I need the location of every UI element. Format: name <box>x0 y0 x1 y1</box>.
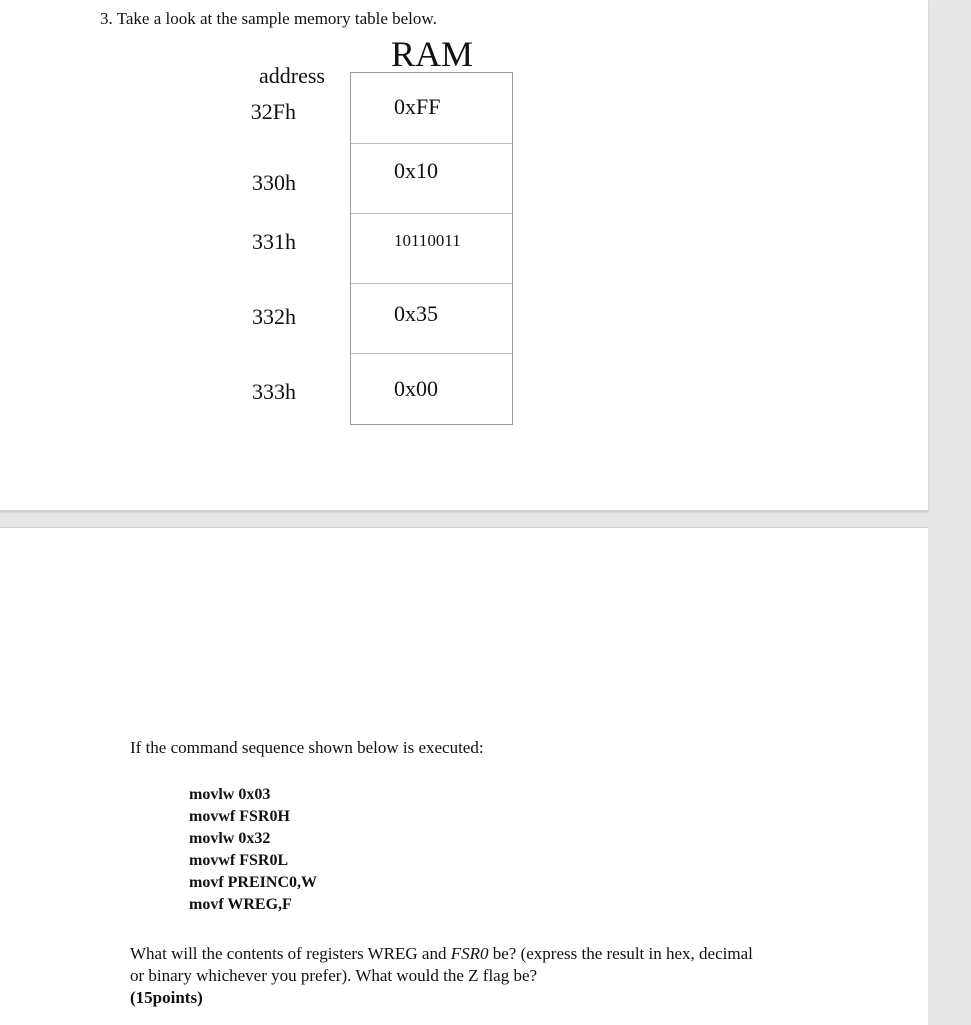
ram-value: 10110011 <box>394 231 461 250</box>
ram-cell <box>351 353 512 424</box>
ram-label: RAM <box>391 34 474 74</box>
ram-value: 0x35 <box>394 301 438 326</box>
code-line: movf PREINC0,W <box>189 874 317 891</box>
ram-cell <box>351 73 512 143</box>
prompt-fsr: FSR0 <box>450 944 489 963</box>
address-label: 330h <box>252 170 296 195</box>
intro-text: If the command sequence shown below is executed: <box>130 738 484 757</box>
code-line: movlw 0x32 <box>189 830 271 847</box>
ram-value: 0xFF <box>394 94 441 119</box>
address-label: 332h <box>252 304 296 329</box>
code-listing <box>189 784 317 916</box>
code-line: movlw 0x03 <box>189 786 271 803</box>
points-label: (15points) <box>130 988 203 1007</box>
ram-cell <box>351 143 512 214</box>
question-prompt <box>130 943 770 1009</box>
question-title: 3. Take a look at the sample memory table below. <box>100 9 437 28</box>
ram-value: 0x00 <box>394 376 438 401</box>
address-label: 333h <box>252 379 296 404</box>
code-line: movf WREG,F <box>189 896 292 913</box>
ram-table <box>350 72 513 425</box>
address-header: address <box>259 63 325 88</box>
address-label: 331h <box>252 229 296 254</box>
document-page-1 <box>0 0 928 511</box>
code-line: movwf FSR0H <box>189 808 290 825</box>
prompt-part: be? (express the result in hex, decimal or binary whichever you prefer). What would the Z flag be? <box>130 944 753 985</box>
code-line: movwf FSR0L <box>189 852 289 869</box>
address-label: 32Fh <box>250 99 296 124</box>
prompt-part: What will the contents of registers WREG and <box>130 944 451 963</box>
ram-cell <box>351 283 512 354</box>
ram-value: 0x10 <box>394 158 438 183</box>
ram-cell <box>351 213 512 284</box>
